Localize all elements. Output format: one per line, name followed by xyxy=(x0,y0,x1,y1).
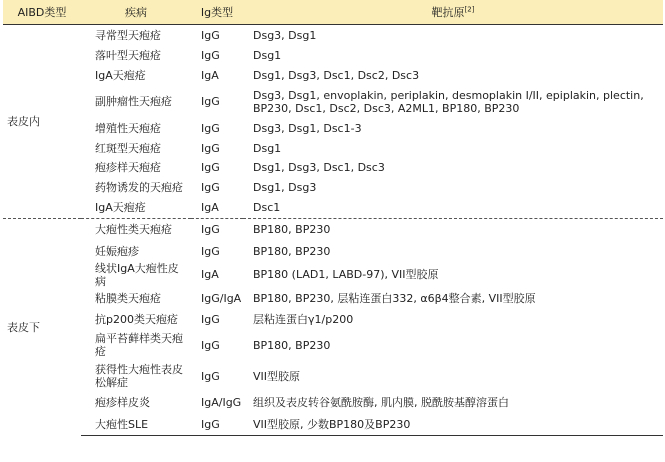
cell-target-antigen: Dsg3, Dsg1, envoplakin, periplakin, desmoplakin I/II, epiplakin, plectin, BP230, Dsc1, Dsc2, Dsc3, A2ML1, BP180, BP230 xyxy=(253,88,644,115)
cell-ig-type: IgA/IgG xyxy=(201,396,242,409)
cell-ig-type: IgG xyxy=(201,95,220,108)
table-row xyxy=(3,309,663,330)
cell-target-antigen: Dsg1, Dsg3, Dsc1, Dsc2, Dsc3 xyxy=(253,68,420,82)
cell-disease: 妊娠疱疹 xyxy=(95,244,139,258)
cell-disease: 落叶型天疱疮 xyxy=(95,48,161,62)
cell-ig-type: IgG xyxy=(191,414,243,436)
cell-target-antigen: VII型胶原, 少数BP180及BP230 xyxy=(243,414,663,436)
cell-ig-type: IgA xyxy=(201,268,219,281)
table-row xyxy=(3,46,663,65)
cell-target-antigen: BP180, BP230, 层粘连蛋白332, α6β4整合素, VII型胶原 xyxy=(253,291,536,305)
cell-ig-type: IgG/IgA xyxy=(201,291,242,305)
cell-ig-type: IgG xyxy=(191,219,243,241)
cell-disease: 疱疹样天疱疮 xyxy=(95,160,161,174)
cell-target-antigen: BP180 (LAD1, LABD-97), VII型胶原 xyxy=(253,268,439,281)
table-row xyxy=(3,219,663,241)
cell-target-antigen: Dsg1, Dsg3 xyxy=(253,180,317,194)
cell-ig-type: IgG xyxy=(201,338,220,352)
cell-ig-type: IgA xyxy=(201,68,219,82)
cell-disease: 大疱性SLE xyxy=(81,414,191,436)
cell-disease: 线状IgA大疱性皮病 xyxy=(95,261,179,288)
cell-ig-type: IgA xyxy=(201,201,219,215)
cell-ig-type: IgG xyxy=(201,312,220,326)
cell-disease: 药物诱发的天疱疮 xyxy=(95,180,183,194)
cell-target-antigen: VII型胶原 xyxy=(253,369,301,383)
table-row xyxy=(3,198,663,219)
aibd-table-container xyxy=(3,0,663,436)
cell-disease: 粘膜类天疱疮 xyxy=(95,291,161,305)
cell-disease: 增殖性天疱疮 xyxy=(95,121,161,135)
table-row xyxy=(3,330,663,361)
cell-aibd-type: 表皮内 xyxy=(7,115,40,128)
cell-target-antigen: Dsg3, Dsg1, Dsc1-3 xyxy=(253,121,362,135)
cell-target-antigen: Dsg3, Dsg1 xyxy=(253,28,317,42)
table-row xyxy=(3,86,663,118)
cell-ig-type: IgG xyxy=(201,121,220,135)
cell-target-antigen: 组织及表皮转谷氨酰胺酶, 肌内膜, 脱酰胺基醇溶蛋白 xyxy=(253,396,509,409)
cell-target-antigen: BP180, BP230 xyxy=(253,244,331,258)
header-target-label: 靶抗原 xyxy=(431,6,465,19)
cell-ig-type: IgG xyxy=(201,369,220,383)
cell-ig-type: IgG xyxy=(201,160,220,174)
cell-disease: IgA天疱疮 xyxy=(95,201,146,215)
cell-disease: 扁平苔藓样类天疱疮 xyxy=(95,332,183,358)
cell-disease: 抗p200类天疱疮 xyxy=(95,312,178,326)
header-ig-type: Ig类型 xyxy=(191,0,243,25)
cell-aibd-type: 表皮下 xyxy=(3,219,81,436)
cell-ig-type: IgG xyxy=(201,48,220,62)
cell-disease: 获得性大疱性表皮松解症 xyxy=(95,363,183,389)
cell-ig-type: IgG xyxy=(201,244,220,258)
cell-target-antigen: BP180, BP230 xyxy=(253,338,331,352)
cell-ig-type: IgG xyxy=(201,28,220,42)
cell-ig-type: IgG xyxy=(201,180,220,194)
table-row xyxy=(3,25,663,46)
table-row xyxy=(3,262,663,288)
table-row xyxy=(3,158,663,177)
cell-ig-type: IgG xyxy=(201,141,220,155)
cell-disease: 副肿瘤性天疱疮 xyxy=(95,95,172,108)
table-row xyxy=(3,361,663,392)
table-row xyxy=(3,65,663,86)
cell-target-antigen: 层粘连蛋白γ1/p200 xyxy=(253,312,354,326)
table-row xyxy=(3,241,663,262)
table-row xyxy=(3,118,663,139)
cell-disease: IgA天疱疮 xyxy=(95,68,146,82)
cell-target-antigen: BP180, BP230 xyxy=(243,219,663,241)
header-target-antigen xyxy=(243,0,663,25)
cell-target-antigen: Dsg1 xyxy=(253,141,282,155)
header-aibd-type: AIBD类型 xyxy=(3,0,81,25)
cell-disease: 疱疹样皮炎 xyxy=(95,396,150,409)
table-row xyxy=(3,414,663,436)
cell-target-antigen: Dsg1 xyxy=(253,48,282,62)
cell-target-antigen: Dsg1, Dsg3, Dsc1, Dsc3 xyxy=(253,160,385,174)
table-row xyxy=(3,177,663,198)
header-target-ref: [2] xyxy=(464,5,475,14)
cell-target-antigen: Dsc1 xyxy=(253,201,281,215)
aibd-table xyxy=(3,0,663,436)
cell-disease: 红斑型天疱疮 xyxy=(95,141,161,155)
table-body xyxy=(3,25,663,436)
table-row xyxy=(3,288,663,309)
cell-disease: 寻常型天疱疮 xyxy=(95,28,161,42)
table-row xyxy=(3,139,663,158)
header-row xyxy=(3,0,663,25)
table-row xyxy=(3,392,663,414)
header-disease: 疾病 xyxy=(81,0,191,25)
cell-disease: 大疱性类天疱疮 xyxy=(81,219,191,241)
